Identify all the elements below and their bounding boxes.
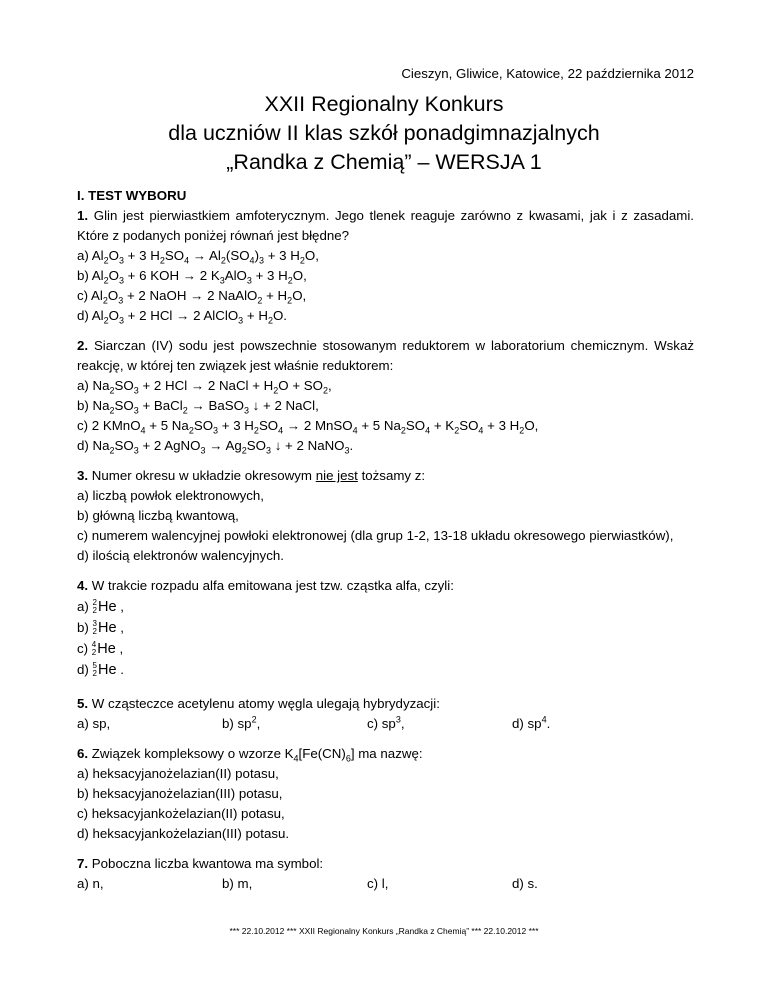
reaction-arrow-icon: → [190, 378, 205, 393]
precipitate-arrow-icon: ↓ [252, 398, 260, 413]
question-2-text: 2. Siarczan (IV) sodu jest powszechnie stosowanym reduktorem w laboratorium chemicznym. Wskaż reakcję, w której ten związek jest właśnie reduktorem: [77, 338, 694, 373]
nuclide-symbol: 2 2 He [92, 597, 117, 615]
question-5-option-a: a) sp, [77, 716, 111, 731]
question-5-options [77, 714, 694, 734]
reaction-arrow-icon: → [286, 418, 301, 433]
question-3-text: 3. Numer okresu w układzie okresowym nie jest tożsamy z: [77, 468, 426, 483]
dateline: Cieszyn, Gliwice, Katowice, 22 października 2012 [401, 66, 694, 81]
question-3-option-b: b) główną liczbą kwantową, [77, 508, 239, 523]
question-1-option-c: c) $Al_2O_3 + 2$ NaOH → 2 NaAlO$_2$ + $H_2O$, [77, 288, 307, 306]
precipitate-arrow-icon: ↓ [274, 438, 282, 453]
question-2-option-a: a) $Na_2SO_3 + 2$ HCl → 2 NaCl + $H_2O + SO_2$, [77, 378, 332, 396]
question-4-option-d: d) 5 2 He . [77, 660, 124, 678]
section-heading: I. TEST WYBORU [77, 188, 187, 203]
title-line-1: XXII Regionalny Konkurs [264, 92, 504, 116]
question-5-text: 5. W cząsteczce acetylenu atomy węgla ulegają hybrydyzacji: [77, 696, 440, 711]
question-7-option-c: c) l, [367, 876, 389, 891]
question-4-option-c: c) 4 2 He , [77, 639, 124, 657]
question-7-option-b: b) m, [222, 876, 253, 891]
question-2-option-d: d) $Na_2SO_3 + 2$ AgNO$_3$ → $Ag_2SO_3$ ↓ + 2 NaNO$_3$. [77, 438, 354, 456]
question-6-option-a: a) heksacyjanożelazian(II) potasu, [77, 766, 279, 781]
question-5-option-d: d) $sp^4$. [512, 714, 551, 731]
question-5-option-c: c) $sp^3$, [367, 714, 405, 731]
reaction-arrow-icon: → [176, 308, 190, 323]
question-7-options [77, 874, 694, 894]
question-6-option-b: b) heksacyjanożelazian(III) potasu, [77, 786, 283, 801]
question-2-option-b: b) $Na_2SO_3$ + BaCl$_2$ → BaSO$_3$ ↓ + 2 NaCl, [77, 398, 319, 416]
question-5 [77, 694, 694, 734]
reaction-arrow-icon: → [191, 398, 205, 413]
question-2-option-c: c) 2 KMnO$_4$ + 5 $Na_2SO_3 + 3$ $H_2SO_4 \to 2$ MnSO$_4$ + 5 $Na_2SO_4 + K_2SO_4 + 3$ $H_2O$, [77, 418, 539, 436]
question-4 [77, 576, 694, 680]
title-line-3: „Randka z Chemią” – WERSJA 1 [226, 150, 542, 174]
question-6-option-d: d) heksacyjankożelazian(III) potasu. [77, 826, 290, 841]
nuclide-symbol: 5 2 He [92, 660, 117, 678]
reaction-arrow-icon: → [190, 288, 204, 303]
question-1-option-d: d) $Al_2O_3 + 2$ HCl → 2 AlClO$_3$ + $H_2O$. [77, 308, 288, 326]
question-3-option-d: d) ilością elektronów walencyjnych. [77, 548, 284, 563]
question-7-option-d: d) s. [512, 876, 538, 891]
nuclide-symbol: 4 2 He [91, 639, 116, 657]
question-4-option-a: a) 2 2 He , [77, 597, 124, 615]
question-7-option-a: a) n, [77, 876, 104, 891]
question-6 [77, 744, 694, 844]
emphasis-not: nie jest [315, 468, 358, 483]
question-6-option-c: c) heksacyjankożelazian(II) potasu, [77, 806, 285, 821]
question-7-text: 7. Poboczna liczba kwantowa ma symbol: [77, 856, 324, 871]
question-4-text: 4. W trakcie rozpadu alfa emitowana jest tzw. cząstka alfa, czyli: [77, 578, 454, 593]
question-3-option-a: a) liczbą powłok elektronowych, [77, 488, 264, 503]
question-2 [77, 336, 694, 456]
question-3 [77, 466, 694, 566]
question-3-option-c: c) numerem walencyjnej powłoki elektronowej (dla grup 1-2, 13-18 układu okresowego pierwiastków), [77, 528, 674, 543]
question-6-text: 6. Związek kompleksowy o wzorze $K_4[Fe(CN)_6]$ ma nazwę: [77, 746, 423, 764]
test-content [77, 186, 694, 894]
reaction-arrow-icon: → [182, 268, 197, 283]
question-1-option-b: b) $Al_2O_3 + 6$ KOH → 2 $K_3AlO_3 + 3$ $H_2O$, [77, 268, 307, 286]
question-1-option-a: a) $Al_2O_3 + 3$ $H_2SO_4 \to Al_2(SO_4)_3 + 3$ $H_2O$, [77, 248, 319, 266]
page-footer: *** 22.10.2012 *** XXII Regionalny Konkurs „Randka z Chemią” *** 22.10.2012 *** [229, 926, 539, 936]
question-4-option-b: b) 3 2 He , [77, 618, 124, 636]
nuclide-symbol: 3 2 He [92, 618, 117, 636]
question-1-text: 1. Glin jest pierwiastkiem amfoterycznym. Jego tlenek reaguje zarówno z kwasami, jak i z zasadami. Które z podanych poniżej równań jest błędne? [77, 208, 694, 243]
reaction-arrow-icon: → [192, 248, 207, 263]
title-block [0, 90, 768, 177]
question-5-option-b: b) $sp^2$, [222, 714, 261, 731]
title-line-2: dla uczniów II klas szkół ponadgimnazjalnych [168, 121, 600, 145]
question-7 [77, 854, 694, 894]
reaction-arrow-icon: → [209, 438, 223, 453]
question-1 [77, 206, 694, 326]
